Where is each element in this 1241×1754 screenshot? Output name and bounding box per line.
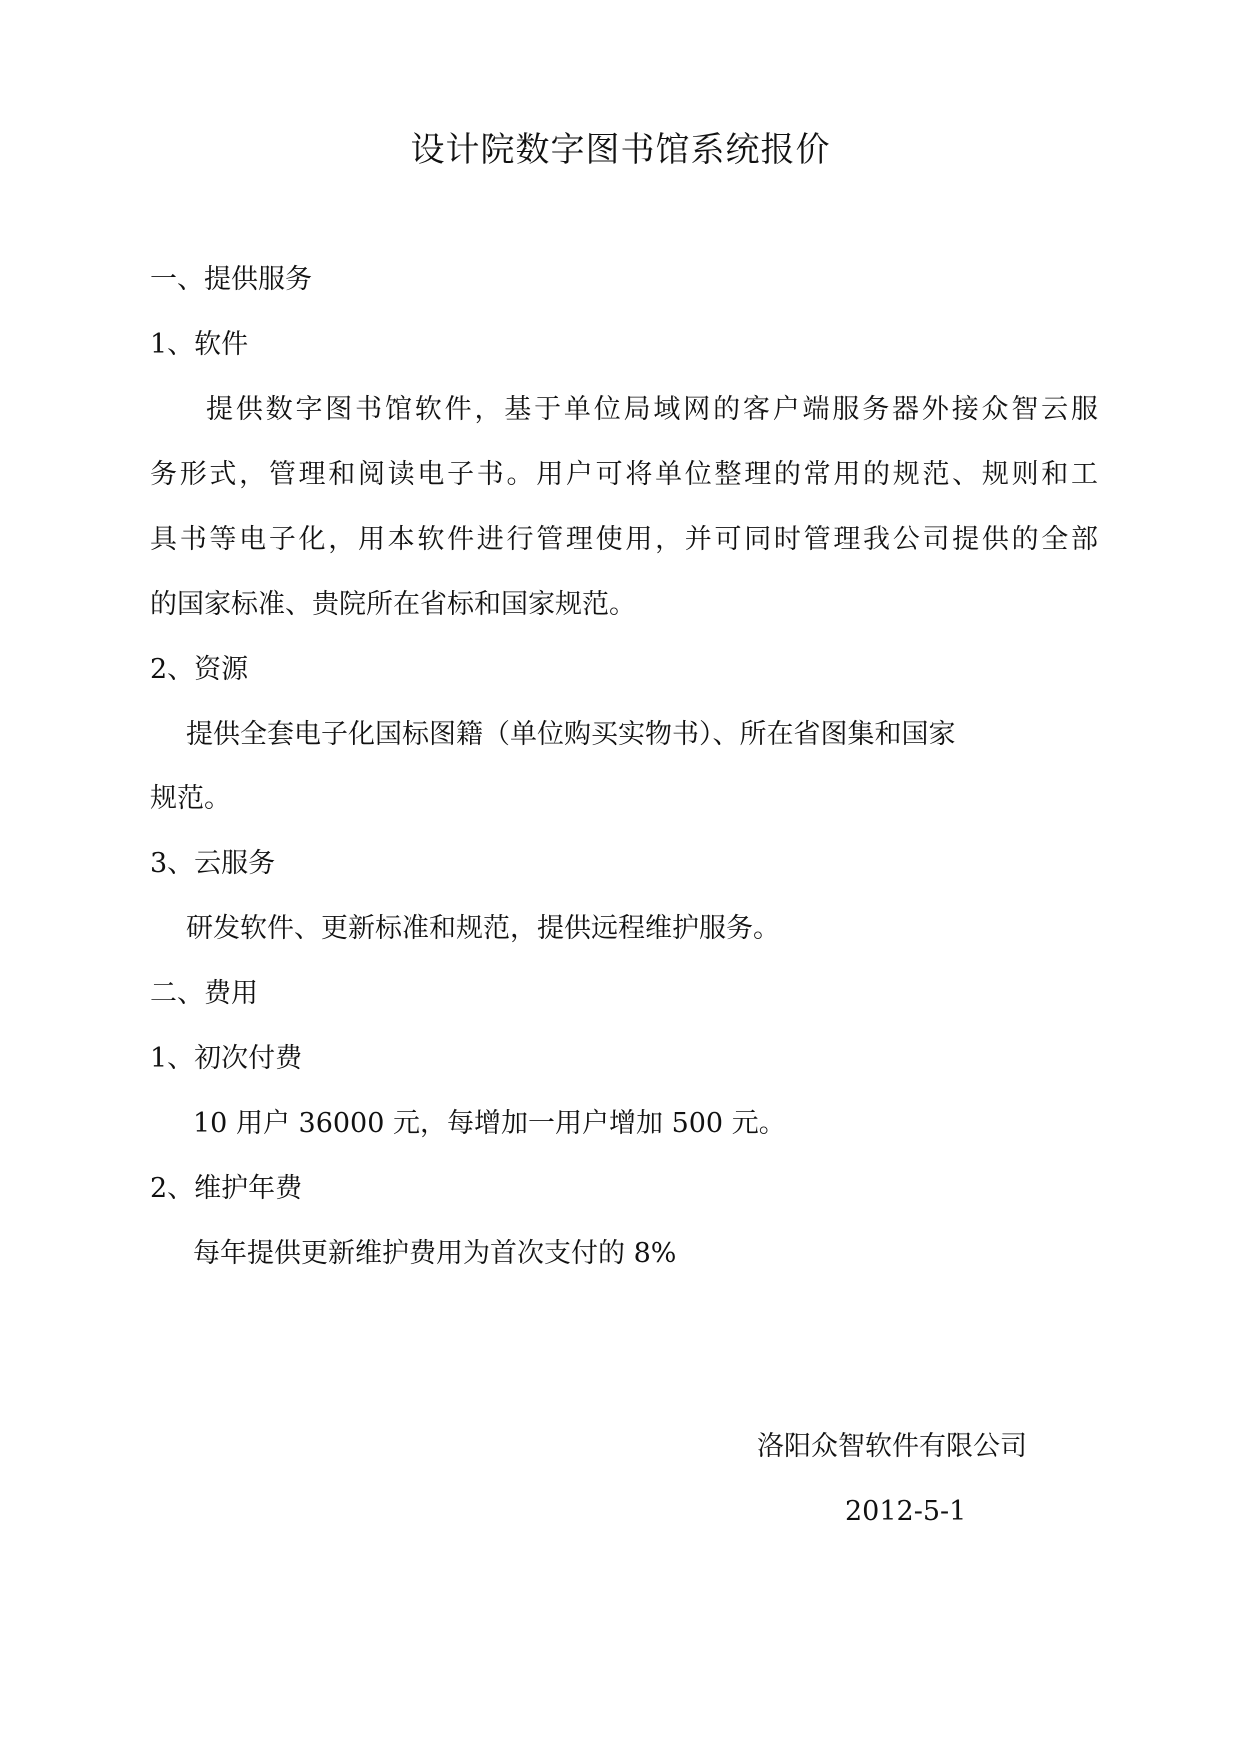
resources-paragraph-line-2: 规范。 xyxy=(150,783,231,814)
signature-company: 洛阳众智软件有限公司 xyxy=(757,1431,1027,1462)
section1-heading: 一、提供服务 xyxy=(150,264,312,295)
maintenance-fee-text: 每年提供更新维护费用为首次支付的 8% xyxy=(193,1238,677,1269)
software-paragraph-line-3: 具书等电子化，用本软件进行管理使用，并可同时管理我公司提供的全部 xyxy=(150,524,1098,555)
cloud-paragraph: 研发软件、更新标准和规范，提供远程维护服务。 xyxy=(186,913,780,944)
software-paragraph-line-4: 的国家标准、贵院所在省标和国家规范。 xyxy=(150,589,636,620)
resources-heading: 2、资源 xyxy=(150,654,249,685)
document-title: 设计院数字图书馆系统报价 xyxy=(410,130,831,170)
software-heading: 1、软件 xyxy=(150,329,249,360)
cloud-heading: 3、云服务 xyxy=(150,848,276,879)
maintenance-fee-heading: 2、维护年费 xyxy=(150,1173,303,1204)
signature-date: 2012-5-1 xyxy=(845,1496,967,1527)
section2-heading: 二、费用 xyxy=(150,978,258,1009)
software-paragraph-line-1: 提供数字图书馆软件，基于单位局域网的客户端服务器外接众智云服 xyxy=(206,394,1098,425)
software-paragraph-line-2: 务形式，管理和阅读电子书。用户可将单位整理的常用的规范、规则和工 xyxy=(150,459,1098,490)
resources-paragraph-line-1: 提供全套电子化国标图籍（单位购买实物书）、所在省图集和国家 xyxy=(186,719,956,750)
initial-fee-text: 10 用户 36000 元，每增加一用户增加 500 元。 xyxy=(193,1108,786,1139)
initial-fee-heading: 1、初次付费 xyxy=(150,1043,303,1074)
